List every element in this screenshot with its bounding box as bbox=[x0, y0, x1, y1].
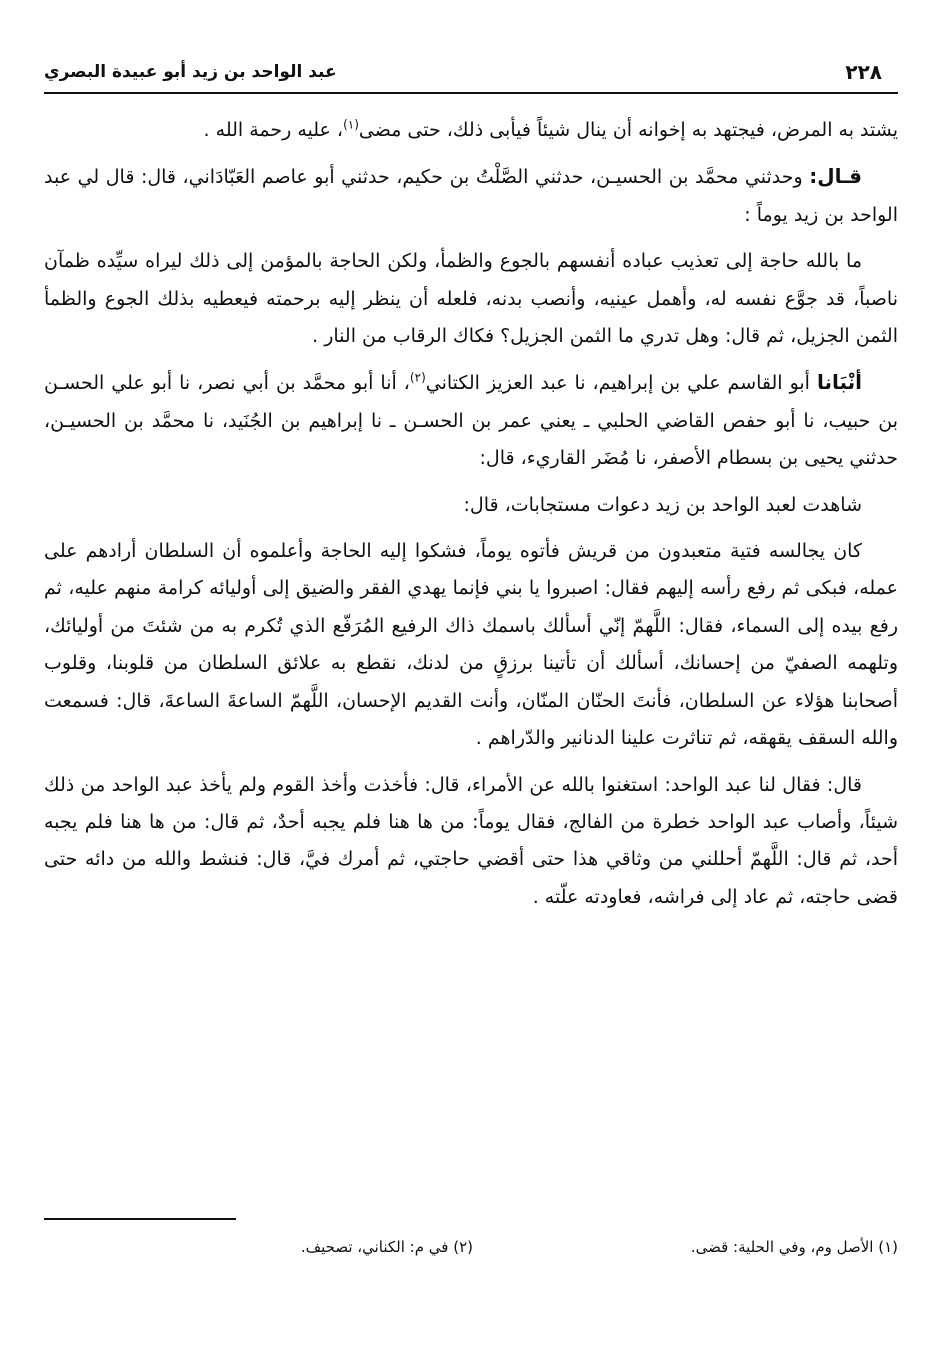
paragraph-1-tail: ، عليه رحمة الله . bbox=[203, 119, 344, 141]
footnote-marker-2: (٢) bbox=[409, 371, 426, 386]
paragraph-6-text: كان يجالسه فتية متعبدون من قريش فأتوه يوماً، فشكوا إليه الحاجة وأعلموه أن السلطان أرادهم على عمله، فبكى ثم رفع رأسه إليهم فقال: اصبروا يا بني فإنما يهدي الفقر والضيق إلى أوليائه كرامة منهم عليه، ثم رفع بيده إلى السماء، فقال: اللَّهمّ إنّي أسألك باسمك ذاك الرفيع المُرَفّع الذي تُكرم به من شئتَ من أوليائك، وتلهمه الصفيّ من إحسانك، أسألك أن تأتينا برزقٍ من لدنك، نقطع به علائق السلطان من قلوبنا، وقلوب أصحابنا هؤلاء عن السلطان، فأنتَ الحنّان المنّان، وأنت القديم الإحسان، اللَّهمّ الساعةَ الساعةَ، قال: فسمعت والله السقف يقهقه، ثم تناثرت علينا الدنانير والدّراهم . bbox=[44, 540, 898, 750]
paragraph-2 bbox=[44, 158, 898, 234]
paragraph-4-tail: ، أنا أبو محمَّد بن أبي نصر، نا أبو علي الحسـن بن حبيب، نا أبو حفص القاضي الحلبي ـ يعني عمر بن الحسـن ـ نا إبراهيم بن الجُنَيد، نا محمَّد بن الحسيـن، حدثني يحيى بن بسطام الأصفر، نا مُضَر القاريء، قال: bbox=[44, 372, 898, 470]
paragraph-4-text: أبو القاسم علي بن إبراهيم، نا عبد العزيز الكتاني bbox=[425, 372, 810, 395]
narration-keyword: قـال: bbox=[809, 164, 863, 189]
paragraph-6 bbox=[44, 533, 898, 757]
page-header bbox=[44, 56, 898, 94]
footnote-1: (١) الأصل وم، وفي الحلية: قضى. bbox=[690, 1238, 898, 1256]
running-title: عبد الواحد بن زيد أبو عبيدة البصري bbox=[44, 62, 337, 82]
paragraph-5 bbox=[44, 487, 898, 524]
footnote-separator bbox=[44, 1218, 236, 1220]
paragraph-7 bbox=[44, 767, 898, 917]
paragraph-1 bbox=[44, 112, 898, 149]
body-text bbox=[44, 112, 898, 925]
paragraph-3 bbox=[44, 243, 898, 355]
paragraph-1-text: يشتد به المرض، فيجتهد به إخوانه أن ينال شيئاً فيأبى ذلك، حتى مضى bbox=[358, 119, 898, 141]
paragraph-7-text: قال: فقال لنا عبد الواحد: استغنوا بالله عن الأمراء، قال: فأخذت وأخذ القوم ولم يأخذ عبد الواحد من ذلك شيئاً، وأصاب عبد الواحد خطرة من الفالج، فقال يوماً: من ها هنا فلم يجبه أحدٌ، ثم قال: من ها هنا فلم يجبه أحد، ثم قال: اللَّهمّ أحللني من وثاقي هذا حتى أقضي حاجتي، ثم أمرك فيَّ، قال: فنشط والله من دائه حتى قضى حاجته، ثم عاد إلى فراشه، فعاودته علّته . bbox=[44, 773, 898, 908]
paragraph-2-text: وحدثني محمَّد بن الحسيـن، حدثني الصَّلْتُ بن حكيم، حدثني أبو عاصم العَبّادَاني، قال: قال لي عبد الواحد بن زيد يوماً : bbox=[44, 166, 898, 226]
footnote-2: (٢) في م: الكناني، تصحيف. bbox=[300, 1238, 473, 1256]
paragraph-5-text: شاهدت لعبد الواحد بن زيد دعوات مستجابات، قال: bbox=[463, 493, 862, 516]
footnote-marker-1: (١) bbox=[343, 117, 359, 132]
page-number: ٢٢٨ bbox=[845, 60, 882, 84]
book-page bbox=[44, 50, 898, 1291]
narration-keyword: أنْبَانا bbox=[816, 370, 863, 395]
paragraph-4 bbox=[44, 364, 898, 477]
paragraph-3-text: ما بالله حاجة إلى تعذيب عباده أنفسهم بالجوع والظمأ، ولكن الحاجة بالمؤمن إلى ذلك ليراه سيِّده ظمآن ناصباً، قد جوَّع نفسه له، وأهمل عينيه، وأنصب بدنه، فلعله أن ينظر إليه برحمته فيعطيه بذلك الجوع والظمأ الثمن الجزيل، ثم قال: وهل تدري ما الثمن الجزيل؟ فكاك الرقاب من النار . bbox=[44, 250, 898, 348]
